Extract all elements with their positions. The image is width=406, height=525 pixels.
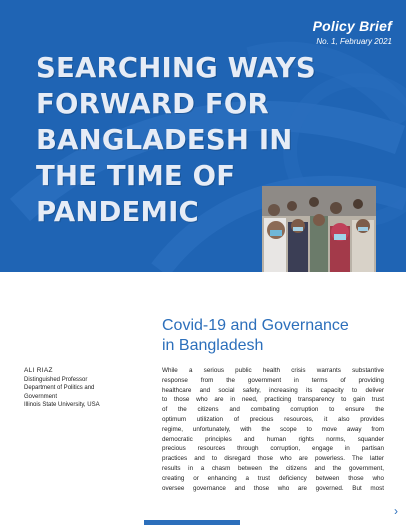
body-paragraph <box>162 366 384 493</box>
author-title-line: Department of Politics and <box>24 385 95 392</box>
issue-number: No. 1, February 2021 <box>316 37 392 46</box>
title-line: FORWARD FOR <box>36 88 269 120</box>
title-line: THE TIME OF <box>36 160 236 192</box>
body-line: to those who are in need, practicing transparency to gain trust <box>162 396 384 404</box>
body-line: practices and to disregard those who are powerless. The latter <box>162 455 384 463</box>
body-line: results in a chasm between the citizens and the government, <box>162 464 384 472</box>
title-line: SEARCHING WAYS <box>36 52 316 84</box>
bottom-accent-bar <box>144 520 240 525</box>
policy-brief-label: Policy Brief <box>312 18 392 34</box>
body-line: optimum utilization of precious resources, it also provides <box>162 415 384 423</box>
body-line: While a serious public health crisis warrants substantive <box>162 367 384 374</box>
title-line: BANGLADESH IN <box>36 124 293 156</box>
body-line: regime, unfortunately, with the scope to move away from <box>162 425 384 433</box>
body-line: oversee governance and those who are governed. But most <box>162 484 384 492</box>
author-name: ALI RIAZ <box>24 367 53 374</box>
author-block <box>24 367 144 410</box>
body-line: response from the government in terms of providing <box>162 376 384 384</box>
crowd-with-masks-photo <box>262 186 376 272</box>
author-title-line: Government <box>24 393 58 400</box>
author-title-line: Illinois State University, USA <box>24 402 100 409</box>
title-line: PANDEMIC <box>36 196 199 228</box>
body-line: democratic principles and human rights norms, squander <box>162 435 384 443</box>
chevron-right-icon[interactable]: › <box>394 504 398 518</box>
body-line: of the citizens and combating corruption to ensure the <box>162 406 384 414</box>
author-title-line: Distinguished Professor <box>24 376 88 383</box>
body-line: precious resources through corruption, engage in partisan <box>162 445 384 453</box>
body-line: creating or enhancing a trust deficiency between those who <box>162 474 384 482</box>
body-line: healthcare and social safety, increasing its capacity to deliver <box>162 386 384 394</box>
section-heading: Covid-19 and Governance in Bangladesh <box>162 317 349 354</box>
